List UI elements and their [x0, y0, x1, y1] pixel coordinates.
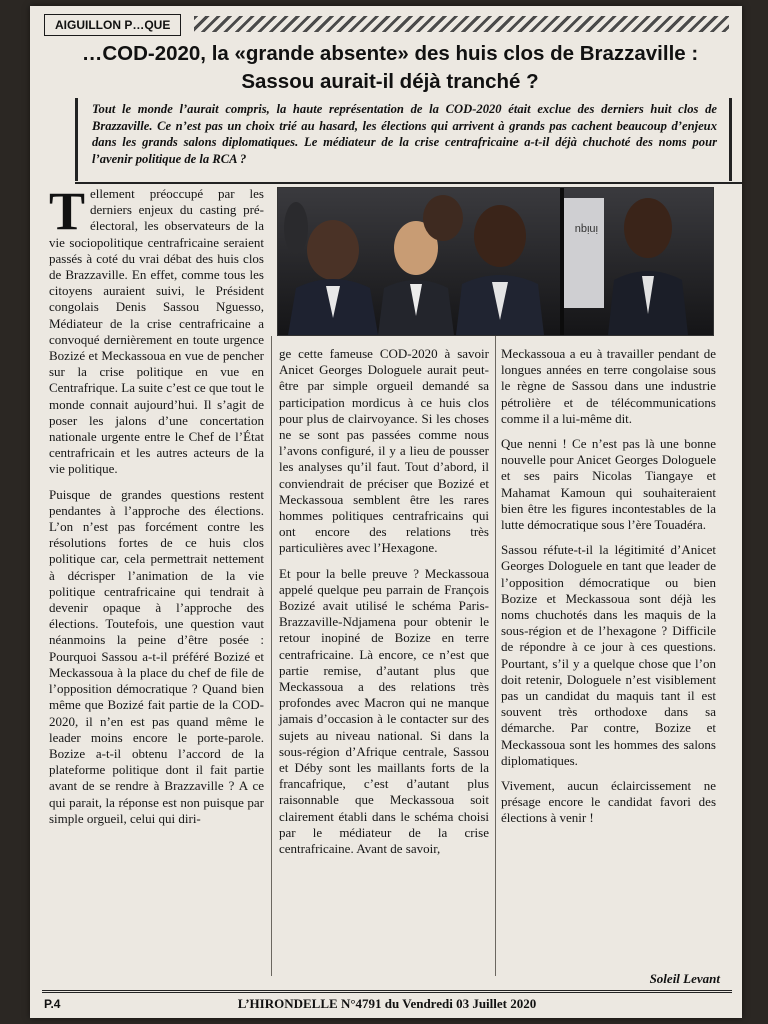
newspaper-page — [30, 6, 742, 1018]
paragraph: Sassou réfute-t-il la légitimité d’Anicet Georges Dologuele en tant que leader de l’opposition démocratique ou bien Bozize et Meckassoua sont déjà les noms chuchotés dans les maquis de la sous-région et de l’hexagone ? Difficile de répondre à ce jour à ces questions. Pourtant, s’il y a quelque chose que l’on doit retenir, Dologuele n’est visiblement pas un candidat du maquis tant il est souvent très orthodoxe dans sa démarche. Par contre, Bozize et Meckassoua sont les hommes des salons diplomatiques. — [501, 542, 716, 768]
paragraph: Vivement, aucun éclaircissement ne présage encore le candidat favori des élections à venir ! — [501, 778, 716, 826]
page-number: P.4 — [44, 997, 61, 1011]
paragraph: Meckassoua a eu à travailler pendant de longues années en terre congolaise sous le règne de Sassou dans une industrie pétrolière et de télécommunications comme il a lui-même dit. — [501, 346, 716, 426]
hatched-banner — [194, 16, 729, 32]
article-lead: Tout le monde l’aurait compris, la haute représentation de la COD-2020 était exclue des derniers huit clos de Brazzaville. Ce n’est pas un choix trié au hasard, les élections qui arrivent à grands pas cachent beaucoup d’enjeux dans les grands salons diplomatiques. Le médiateur de la crise centrafricaine a-t-il déjà chuchoté des noms pour l’avenir politique de la RCA ? — [92, 102, 717, 166]
column-divider — [495, 336, 496, 976]
section-tab: AIGUILLON P…QUE — [44, 14, 181, 36]
paragraph: Et pour la belle preuve ? Meckassoua appelé quelque peu parrain de François Bozizé avait utilisé le schéma Paris-Brazzaville-Ndjamena pour obtenir le retour inopiné de Bozize en terre centrafricaine. Là encore, ce n’est que partie remise, d’autant plus que Meckassoua a des relations très profondes avec Macron qui ne manque jamais d’occasion à le contacter sur des sujets au niveau national. Si dans la sous-région d’Afrique centrale, Sassou et Déby sont les maillants forts de la francafrique, c’est d’autant plus raisonnable que Meckassoua soit clairement établi dans le schéma choisi par le médiateur de la crise centrafricaine. Avant de savoir, — [279, 565, 489, 857]
backdrop-sign-text: iniqu — [574, 223, 598, 235]
article-column-1 — [49, 181, 264, 836]
article-column-2 — [279, 346, 489, 866]
article-photo — [277, 187, 714, 336]
chapo-rule-right — [729, 98, 732, 181]
drop-cap: T — [49, 181, 86, 241]
article-column-3 — [501, 346, 716, 836]
paragraph: Puisque de grandes questions restent pendantes à l’approche des élections. L’on n’est pas forcément contre les résolutions fortes de ce huis clos politique car, cela permettrait nettement à décrisper l’animation de la vie politique centrafricaine qui tendrait à devenir opaque à l’approche des élections. Toutefois, une question vaut néanmoins la peine d’être posée : Pourquoi Sassou a-t-il préféré Bozizé et Meckassoua à la place du chef de file de l’opposition démocratique ? Quand bien même que Bozizé fait partie de la COD-2020, il n’en est pas quand même le leader moins encore le porte-parole. Bozize a-t-il obtenu l’accord de la plateforme politique dont il fait partie avant de se rendre à Brazzaville ? A ce qui parait, la réponse est non puisque par simple orgueil, celui qui diri- — [49, 486, 264, 826]
page-footer — [42, 990, 732, 1015]
chapo-rule-bottom — [75, 182, 742, 184]
paragraph: ge cette fameuse COD-2020 à savoir Anicet Georges Dologuele aurait peut-être par simple orgueil demandé sa participation mordicus à ce huis clos pour plus de clairvoyance. Si les choses ne se sont pas passées comme nous l’avons configuré, il y a lieu de pousser les analyses qu’il faut. Tout d’abord, il conviendrait de préciser que Bozizé et Meckassoua semblent être les rares hommes politiques centrafricains qui ont encore des relations très particulières avec l’Hexagone. — [279, 346, 489, 556]
issue-line: L’HIRONDELLE N°4791 du Vendredi 03 Juillet 2020 — [237, 996, 537, 1011]
photo-illustration — [278, 188, 713, 335]
paragraph: Que nenni ! Ce n’est pas là une bonne nouvelle pour Anicet Georges Dologuele et ses pairs Nicolas Tiangaye et Mahamat Kamoun qui souhaiteraient bien être les figures incontestables de la lutte démocratique sous l’ère Touadéra. — [501, 436, 716, 533]
paragraph-text: ellement préoccupé par les derniers enjeux du casting pré-électoral, les observateurs de la vie sociopolitique centrafricaine seraient passés à coté du vrai débat des huis clos de Brazzaville. En effet, comme tous les citoyens auraient suivi, le Président congolais Denis Sassou Nguesso, Médiateur de la crise centrafricaine a convoqué dernièrement en toute urgence Bozizé et Meckassoua en vue de pencher sur la crise politique en vue en Centrafrique. La suite c’est ce que tout le monde connait aujourd’hui. Il s’agit de poser les jalons d’une concertation nationale urgente entre le Chef de l’État centrafricain et les autres acteurs de la vie politique. — [49, 186, 264, 477]
column-divider — [271, 336, 272, 976]
author-signature: Soleil Levant — [649, 971, 720, 986]
paragraph — [49, 181, 264, 478]
chapo-rule-left — [75, 98, 78, 181]
section-header — [44, 14, 734, 38]
article-headline: …COD-2020, la «grande absente» des huis clos de Brazzaville : Sassou aurait-il déjà tranché ? — [81, 42, 699, 93]
